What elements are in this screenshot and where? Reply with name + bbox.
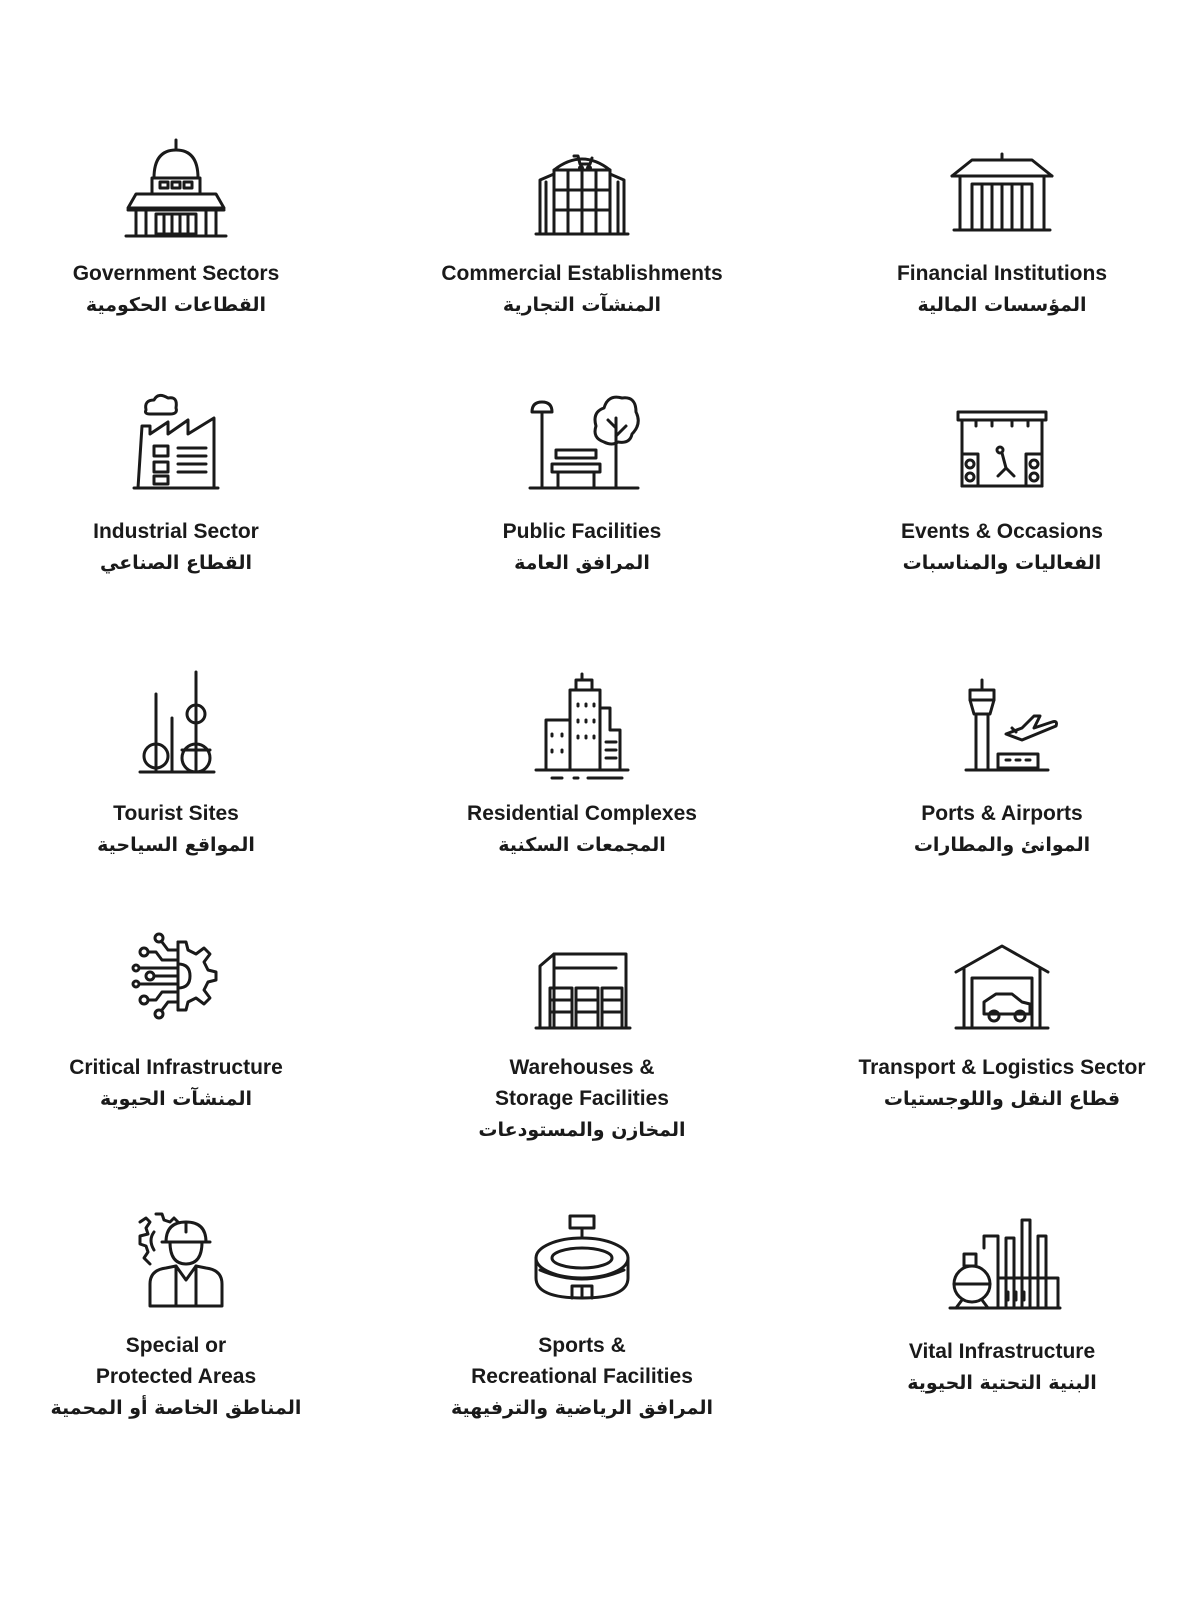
sector-card-events (822, 388, 1182, 579)
sector-title-ar: المجمعات السكنية (498, 834, 666, 856)
airport-tower-plane-icon (942, 670, 1062, 780)
stadium-icon (522, 1202, 642, 1312)
sector-title-line: Residential Complexes (467, 802, 697, 825)
sector-card-public (402, 388, 762, 579)
sector-title-ar: الفعاليات والمناسبات (902, 552, 1102, 574)
sector-title-en (858, 1052, 1145, 1083)
sector-title-en (495, 1052, 669, 1114)
sector-title-en (441, 258, 722, 289)
sector-title-ar: القطاع الصناعي (99, 552, 253, 574)
sector-title-line: Storage Facilities (495, 1087, 669, 1110)
gear-circuit-icon (116, 924, 236, 1034)
sector-card-sports (402, 1202, 762, 1424)
sector-title-line: Recreational Facilities (471, 1365, 693, 1388)
sector-title-line: Financial Institutions (896, 262, 1107, 285)
shopping-mall-icon (522, 130, 642, 240)
sector-title-en (73, 258, 280, 289)
sector-title-line: Tourist Sites (113, 802, 239, 825)
park-bench-icon (522, 388, 642, 498)
sector-title-line: Transport & Logistics Sector (858, 1056, 1146, 1079)
refinery-plant-icon (942, 1208, 1062, 1318)
sector-card-warehouses (402, 924, 762, 1146)
worker-gear-icon (116, 1202, 236, 1312)
sector-title-en (96, 1330, 256, 1392)
sector-title-ar: المنشآت التجارية (502, 294, 662, 316)
sector-title-en (471, 1330, 693, 1392)
sector-title-line: Warehouses & (509, 1056, 655, 1079)
sector-title-line: Events & Occasions (901, 520, 1103, 543)
sector-title-line: Commercial Establishments (441, 262, 723, 285)
sector-title-line: Public Facilities (502, 520, 662, 543)
sector-card-critical (0, 924, 356, 1115)
sector-card-transport (822, 924, 1182, 1115)
sector-title-ar: الموانئ والمطارات (913, 834, 1091, 856)
sector-title-ar: قطاع النقل واللوجستيات (883, 1088, 1121, 1110)
sector-title-line: Special or (125, 1334, 227, 1357)
sector-title-line: Vital Infrastructure (908, 1340, 1096, 1363)
sector-card-special (0, 1202, 356, 1424)
sector-title-en (909, 1336, 1095, 1367)
sector-title-ar: المؤسسات المالية (917, 294, 1087, 316)
sector-card-tourist (0, 670, 356, 861)
sector-title-ar: المخازن والمستودعات (478, 1119, 686, 1141)
sector-card-industrial (0, 388, 356, 579)
sector-title-line: Critical Infrastructure (69, 1056, 283, 1079)
sector-title-ar: المنشآت الحيوية (100, 1088, 252, 1110)
residential-buildings-icon (522, 670, 642, 780)
sector-card-residential (402, 670, 762, 861)
sector-title-line: Sports & (538, 1334, 626, 1357)
sector-title-en (901, 516, 1103, 547)
sector-title-en (69, 1052, 283, 1083)
sector-title-ar: المواقع السياحية (97, 834, 255, 856)
sector-title-ar: البنية التحتية الحيوية (907, 1372, 1097, 1394)
factory-icon (116, 388, 236, 498)
sector-title-en (467, 798, 697, 829)
sector-card-ports (822, 670, 1182, 861)
sector-card-vital (822, 1208, 1182, 1399)
sector-title-en (93, 516, 259, 547)
sector-title-ar: القطاعات الحكومية (85, 294, 267, 316)
warehouse-icon (522, 924, 642, 1034)
sector-title-en (113, 798, 239, 829)
event-stage-icon (942, 388, 1062, 498)
sector-title-en (503, 516, 662, 547)
sector-card-commercial (402, 130, 762, 321)
kuwait-towers-icon (116, 670, 236, 780)
sector-card-government (0, 130, 356, 321)
sector-title-en (897, 258, 1107, 289)
bank-icon (942, 130, 1062, 240)
sector-card-financial (822, 130, 1182, 321)
sector-title-line: Ports & Airports (921, 802, 1083, 825)
sector-title-ar: المرافق الرياضية والترفيهية (451, 1397, 713, 1419)
government-building-icon (116, 130, 236, 240)
sector-title-line: Government Sectors (72, 262, 280, 285)
sector-title-line: Protected Areas (95, 1365, 257, 1388)
sector-title-ar: المناطق الخاصة أو المحمية (50, 1397, 302, 1419)
sector-title-en (921, 798, 1082, 829)
sector-title-line: Industrial Sector (93, 520, 259, 543)
garage-car-icon (942, 924, 1062, 1034)
sector-title-ar: المرافق العامة (514, 552, 650, 574)
